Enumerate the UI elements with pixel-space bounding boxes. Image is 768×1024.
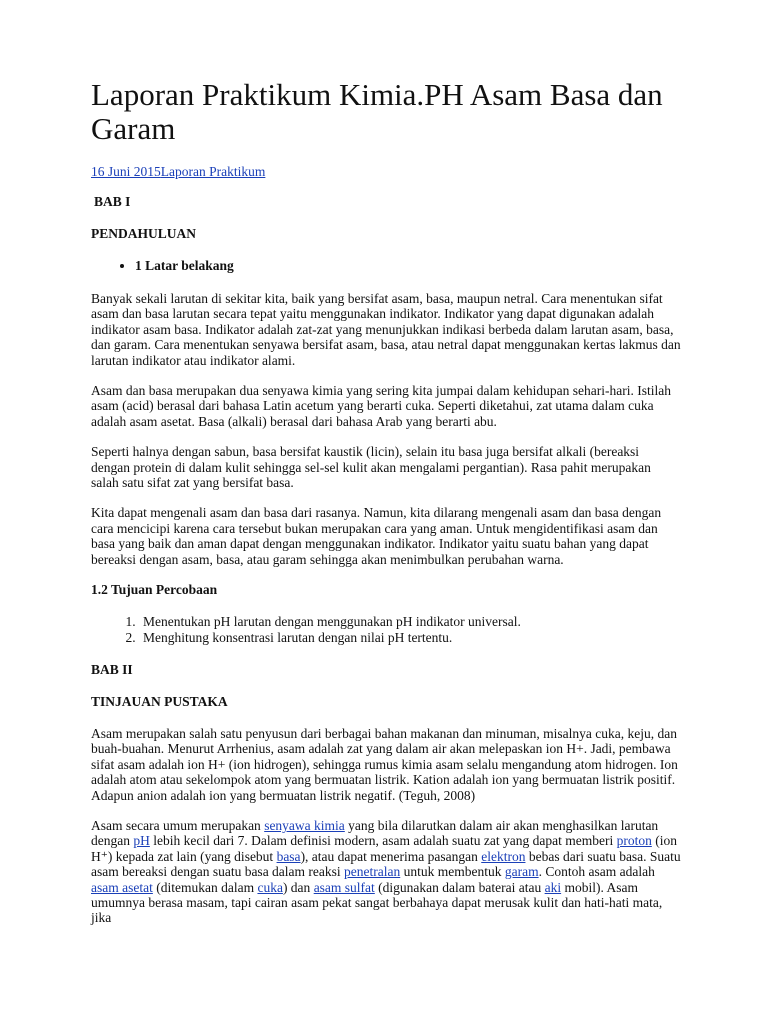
subsection-list <box>91 258 681 274</box>
subsection-tujuan-percobaan: 1.2 Tujuan Percobaan <box>91 582 218 598</box>
text-run: ) dan <box>282 879 314 895</box>
link-aki[interactable]: aki <box>544 879 562 895</box>
subsection-latar-belakang: • 1 Latar belakang <box>135 258 681 274</box>
chapter-2-label: BAB II <box>91 661 133 677</box>
post-date-link[interactable]: 16 Juni 2015 <box>91 164 161 179</box>
paragraph: Banyak sekali larutan di sekitar kita, baik yang bersifat asam, basa, maupun netral. Cara menentukan sifat asam dan basa larutan secara tepat yaitu menggunakan indikator. Indikator yang dapat digunakan adalah indikator asam basa. Indikator adalah zat-zat yang menunjukkan indikasi berbeda dalam larutan asam, basa, dan garam. Cara menentukan senyawa bersifat asam, basa, atau netral dapat menggunakan kertas lakmus dan larutan indikator atau indikator alami. <box>91 291 681 368</box>
text-run: Asam secara umum merupakan <box>91 817 265 833</box>
paragraph: Asam dan basa merupakan dua senyawa kimia yang sering kita jumpai dalam kehidupan sehari-hari. Istilah asam (acid) berasal dari bahasa Latin acetum yang berarti cuka. Seperti diketahui, zat utama dalam cuka adalah asam asetat. Basa (alkali) berasal dari bahasa Arab yang berarti abu. <box>91 383 671 429</box>
chapter-1-heading: PENDAHULUAN <box>91 226 197 241</box>
paragraph: Kita dapat mengenali asam dan basa dari rasanya. Namun, kita dilarang mengenali asam dan basa dengan cara mencicipi karena cara tersebut bukan merupakan cara yang aman. Untuk mengidentifikasi asam dan basa yang baik dan aman dapat dengan menggunakan indikator. Indikator yaitu suatu bahan yang dapat bereaksi dengan asam, basa, atau garam sehingga akan menimbulkan perubahan warna. <box>91 505 662 567</box>
link-cuka[interactable]: cuka <box>257 879 283 895</box>
link-proton[interactable]: proton <box>616 833 652 849</box>
text-run: . Contoh asam adalah <box>538 864 655 880</box>
link-penetralan[interactable]: penetralan <box>344 864 401 880</box>
text-run: yang bila dilarutkan dalam air akan menghasilkan larutan dengan <box>91 817 659 849</box>
chapter-2-heading: TINJAUAN PUSTAKA <box>91 693 228 709</box>
text-run: (ditemukan dalam <box>152 879 258 895</box>
post-meta <box>91 164 681 180</box>
paragraph-with-links <box>91 818 681 926</box>
goals-list <box>91 614 681 645</box>
text-run: lebih kecil dari 7. Dalam definisi modern, asam adalah suatu zat yang dapat memberi <box>149 833 617 849</box>
link-senyawa-kimia[interactable]: senyawa kimia <box>264 817 345 833</box>
text-run: (digunakan dalam baterai atau <box>374 879 545 895</box>
link-basa[interactable]: basa <box>276 848 301 864</box>
link-asam-asetat[interactable]: asam asetat <box>91 879 153 895</box>
post-category-link[interactable]: Laporan Praktikum <box>160 164 266 179</box>
link-elektron[interactable]: elektron <box>481 848 526 864</box>
text-run: bebas dari suatu basa. Suatu asam bereaksi dengan suatu basa dalam reaksi <box>91 848 681 880</box>
text-run: mobil). Asam umumnya berasa masam, tapi cairan asam pekat sangat berbahaya dapat merusak kulit dan hati-hati mata, jika <box>91 879 663 926</box>
text-run: (ion H⁺) kepada zat lain (yang disebut <box>91 833 677 864</box>
page-title: Laporan Praktikum Kimia.PH Asam Basa dan Garam <box>91 77 663 146</box>
link-garam[interactable]: garam <box>504 864 539 880</box>
chapter-1-label: BAB I <box>94 194 131 209</box>
document-page <box>91 78 681 941</box>
paragraph: Seperti halnya dengan sabun, basa bersifat kaustik (licin), selain itu basa juga bersifat alkali (bereaksi dengan protein di dalam kulit sehingga sel-sel kulit akan mengalami pergantian). Rasa pahit merupakan salah satu sifat zat yang bersifat basa. <box>91 444 651 491</box>
paragraph: Asam merupakan salah satu penyusun dari berbagai bahan makanan dan minuman, misalnya cuka, keju, dan buah-buahan. Menurut Arrhenius, asam adalah zat yang dalam air akan melepaskan ion H+. Jadi, pembawa sifat asam adalah ion H+ (ion hidrogen), sehingga rumus kimia asam selalu mengandung atom hidrogen. Ion adalah atom atau sekelompok atom yang bermuatan listrik. Kation adalah ion yang bermuatan listrik positif. Adapun anion adalah ion yang bermuatan listrik negatif. (Teguh, 2008) <box>91 725 678 803</box>
link-asam-sulfat[interactable]: asam sulfat <box>313 879 375 895</box>
text-run: untuk membentuk <box>400 864 505 880</box>
link-ph[interactable]: pH <box>133 833 150 849</box>
text-run: ), atau dapat menerima pasangan <box>300 848 482 864</box>
goal-item: 1. Menentukan pH larutan dengan menggunakan pH indikator universal. <box>139 614 681 629</box>
goal-item: 2. Menghitung konsentrasi larutan dengan nilai pH tertentu. <box>139 630 681 645</box>
